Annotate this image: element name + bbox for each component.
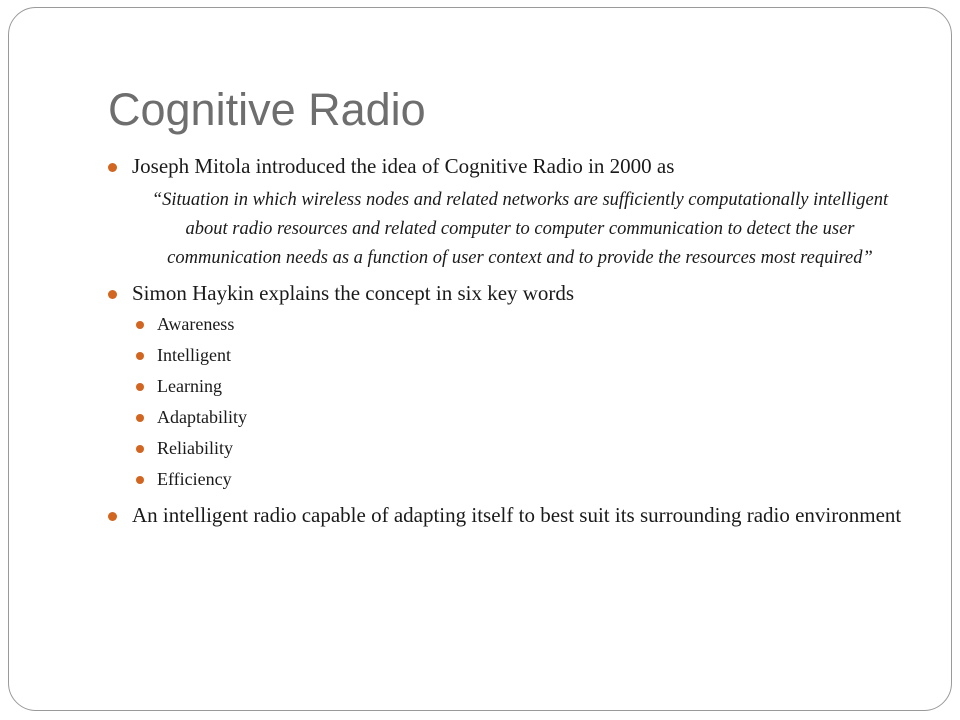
- key-word-item: Learning: [136, 371, 908, 402]
- key-word-item: Efficiency: [136, 464, 908, 495]
- bullet-mitola: Joseph Mitola introduced the idea of Cognitive Radio in 2000 as: [108, 152, 908, 180]
- key-word-item: Adaptability: [136, 402, 908, 433]
- slide-title: Cognitive Radio: [108, 84, 426, 135]
- bullet-haykin: Simon Haykin explains the concept in six key words: [108, 279, 908, 307]
- slide-content: [108, 152, 908, 529]
- bullet-intelligent-radio: An intelligent radio capable of adapting itself to best suit its surrounding radio environment: [108, 501, 908, 529]
- mitola-definition-quote: “Situation in which wireless nodes and related networks are sufficiently computationally intelligent about radio resources and related computer to computer communication to detect the user communication needs as a function of user context and to provide the resources most required”: [151, 190, 889, 268]
- key-word-item: Reliability: [136, 433, 908, 464]
- key-words-list: [108, 309, 908, 495]
- key-word-item: Awareness: [136, 309, 908, 340]
- key-word-item: Intelligent: [136, 340, 908, 371]
